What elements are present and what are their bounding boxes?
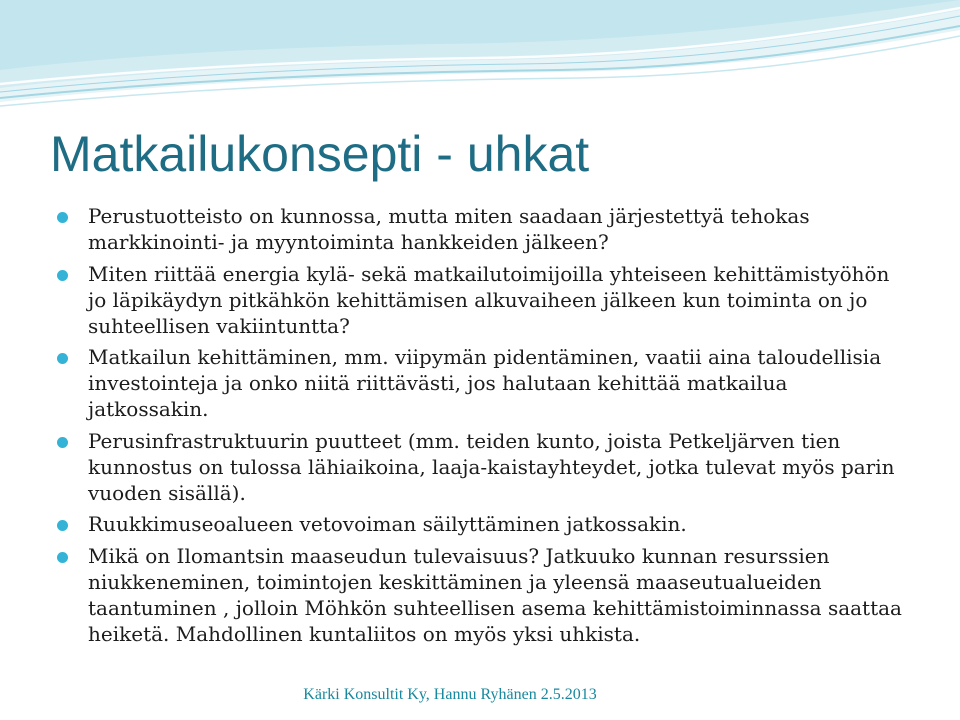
bullet-item (55, 261, 913, 339)
bullet-item (55, 344, 913, 422)
bullet-text: Ruukkimuseoalueen vetovoiman säilyttäminen jatkossakin. (88, 512, 687, 536)
bullet-dot-icon (57, 520, 68, 531)
bullet-item (55, 428, 913, 506)
bullet-item (55, 203, 913, 255)
bullet-text: Matkailun kehittäminen, mm. viipymän pidentäminen, vaatii aina taloudellisia investointeja ja onko niitä riittävästi, jos halutaan kehittää matkailua jatkossakin. (88, 345, 882, 421)
footer-credit: Kärki Konsultit Ky, Hannu Ryhänen 2.5.2013 (303, 686, 597, 703)
bullet-list (55, 203, 913, 652)
bullet-item (55, 511, 913, 537)
bullet-dot-icon (57, 270, 68, 281)
bullet-dot-icon (57, 437, 68, 448)
header-wave-decoration (0, 0, 960, 130)
bullet-text: Perustuotteisto on kunnossa, mutta miten saadaan järjestettyä tehokas markkinointi- ja myyntoiminta hankkeiden jälkeen? (88, 204, 810, 254)
bullet-dot-icon (57, 353, 68, 364)
bullet-dot-icon (57, 212, 68, 223)
bullet-text: Perusinfrastruktuurin puutteet (mm. teiden kunto, joista Petkeljärven tien kunnostus on tulossa lähiaikoina, laaja-kaistayhteydet, jotka tulevat myös parin vuoden sisällä). (88, 428, 895, 505)
slide-title: Matkailukonsepti - uhkat (50, 126, 590, 182)
bullet-text: Miten riittää energia kylä- sekä matkailutoimijoilla yhteiseen kehittämistyöhön jo läpikäydyn pitkähkön kehittämisen alkuvaiheen jälkeen kun toiminta on jo suhteellisen vakiintuntta? (88, 261, 890, 338)
bullet-text: Mikä on Ilomantsin maaseudun tulevaisuus? Jatkuuko kunnan resurssien niukkeneminen, toimintojen keskittäminen ja yleensä maaseutualueiden taantuminen , jolloin Möhkön suhteellisen asema kehittämistoiminnassa saattaa heiketä. Mahdollinen kuntaliitos on myös yksi uhkista. (88, 543, 902, 646)
bullet-item (55, 543, 913, 647)
bullet-dot-icon (57, 552, 68, 563)
